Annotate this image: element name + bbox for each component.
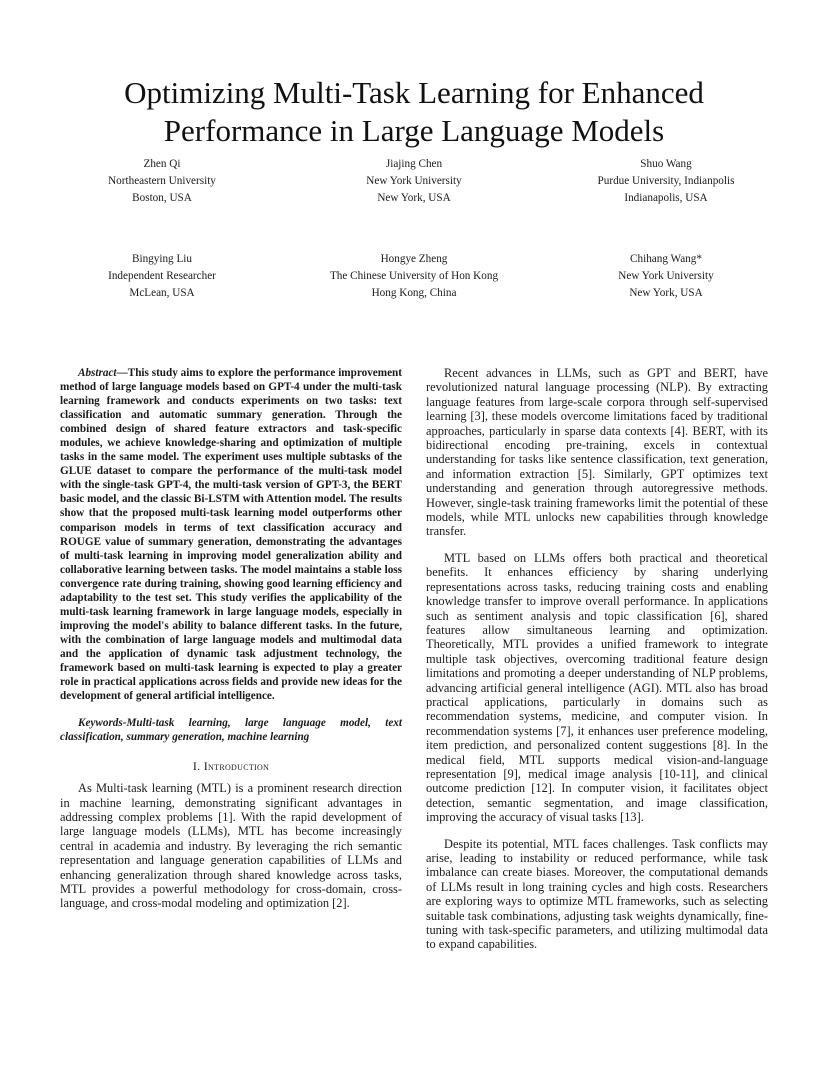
author-affiliation: New York University [618, 270, 714, 282]
author-block [541, 156, 791, 207]
author-name: Zhen Qi [143, 158, 181, 170]
author-affiliation: Purdue University, Indianpolis [597, 175, 735, 187]
author-block [541, 251, 791, 302]
title-line-1: Optimizing Multi-Task Learning for Enhanced [124, 75, 704, 110]
right-column [426, 366, 768, 964]
author-block [37, 156, 287, 207]
author-name: Bingying Liu [132, 253, 192, 265]
keywords: Keywords-Multi-task learning, large language model, text classification, summary generation, machine learning [60, 717, 402, 743]
paper-title [0, 74, 828, 150]
author-location: New York, USA [629, 287, 703, 299]
paragraph: Recent advances in LLMs, such as GPT and BERT, have revolutionized natural language processing (NLP). By extracting language features from large-scale corpora through self-supervised learning [3], these models overcome limitations faced by traditional approaches, particularly in sparse data contexts [4]. BERT, with its bidirectional encoding pre-training, excels in contextual understanding for tasks like sentence classification, text generation, and information extraction [5]. Similarly, GPT optimizes text understanding and generation through autoregressive methods. However, single-task training frameworks limit the potential of these models, while MTL unlocks new capabilities through knowledge transfer. [426, 366, 768, 539]
author-location: Hong Kong, China [371, 287, 457, 299]
abstract-text: —This study aims to explore the performance improvement method of large language models based on GPT-4 under the multi-task learning framework and conducts experiments on two tasks: text classification and automatic summary generation. Through the combined design of shared feature extractors and task-specific modules, we achieve knowledge-sharing and optimization of multiple tasks in the same model. The experiment uses multiple subtasks of the GLUE dataset to compare the performance of the multi-task model with the single-task GPT-4, the multi-task version of GPT-3, the BERT basic model, and the classic Bi-LSTM with Attention model. The results show that the proposed multi-task learning model outperforms other comparison models in terms of text classification accuracy and ROUGE value of summary generation, demonstrating the advantages of multi-task learning in improving model generalization ability and collaborative learning between tasks. The model maintains a stable loss convergence rate during training, showing good learning efficiency and adaptability to the test set. This study verifies the applicability of the multi-task learning framework in large language models, especially in improving the model's ability to balance different tasks. In the future, with the combination of large language models and multimodal data and the application of dynamic task adjustment technology, the framework based on multi-task learning is expected to play a greater role in practical applications across fields and provide new ideas for the development of general artificial intelligence. [60, 367, 402, 703]
abstract-lead: Abstract [78, 367, 117, 379]
author-name: Chihang Wang* [630, 253, 702, 265]
section-number: I. [192, 758, 201, 773]
author-name: Shuo Wang [640, 158, 692, 170]
author-block [37, 251, 287, 302]
author-name: Hongye Zheng [380, 253, 448, 265]
paragraph: Despite its potential, MTL faces challenges. Task conflicts may arise, leading to instability or reduced performance, while task imbalance can create biases. Moreover, the computational demands of LLMs result in long training cycles and high costs. Researchers are exploring ways to optimize MTL frameworks, such as selecting suitable task combinations, adjusting task weights dynamically, fine-tuning with task-specific parameters, and utilizing multimodal data to expand capabilities. [426, 836, 768, 952]
author-block [289, 251, 539, 302]
title-line-2: Performance in Large Language Models [163, 113, 665, 148]
author-affiliation: Northeastern University [108, 175, 216, 187]
author-name: Jiajing Chen [385, 158, 443, 170]
paragraph: As Multi-task learning (MTL) is a prominent research direction in machine learning, demonstrating significant advantages in addressing complex problems [1]. With the rapid development of large language models (LLMs), MTL has become increasingly central in academia and industry. By leveraging the rich semantic representation and language generation capabilities of LLMs and enhancing generalization through shared knowledge across tasks, MTL provides a powerful methodology for cross-domain, cross-language, and cross-modal modeling and optimization [2]. [60, 781, 402, 911]
left-column [60, 366, 402, 911]
author-affiliation: New York University [366, 175, 462, 187]
author-location: New York, USA [377, 192, 451, 204]
author-location: Boston, USA [132, 192, 192, 204]
author-location: McLean, USA [129, 287, 195, 299]
author-affiliation: The Chinese University of Hon Kong [329, 270, 499, 282]
paragraph: MTL based on LLMs offers both practical and theoretical benefits. It enhances efficiency by sharing underlying representations across tasks, reducing training costs and enabling knowledge transfer to improve overall performance. In applications such as sentiment analysis and topic classification [6], shared features allow simultaneous learning and optimization. Theoretically, MTL provides a unified framework to integrate multiple task objectives, overcoming traditional feature design limitations and promoting a deeper understanding of NLP problems, advancing artificial general intelligence (AGI). MTL also has broad practical applications, particularly in domains such as recommendation systems, medicine, and computer vision. In recommendation systems [7], it enhances user preference modeling, item prediction, and personalized content suggestions [8]. In the medical field, MTL supports medical vision-and-language representation [9], medical image analysis [10-11], and clinical outcome prediction [12]. In computer vision, it facilitates object detection, semantic segmentation, and image classification, improving the accuracy of visual tasks [13]. [426, 550, 768, 825]
author-affiliation: Independent Researcher [108, 270, 216, 282]
section-title: Introduction [203, 758, 270, 773]
author-block [289, 156, 539, 207]
section-heading [60, 759, 402, 773]
author-location: Indianapolis, USA [624, 192, 708, 204]
abstract [60, 366, 402, 703]
